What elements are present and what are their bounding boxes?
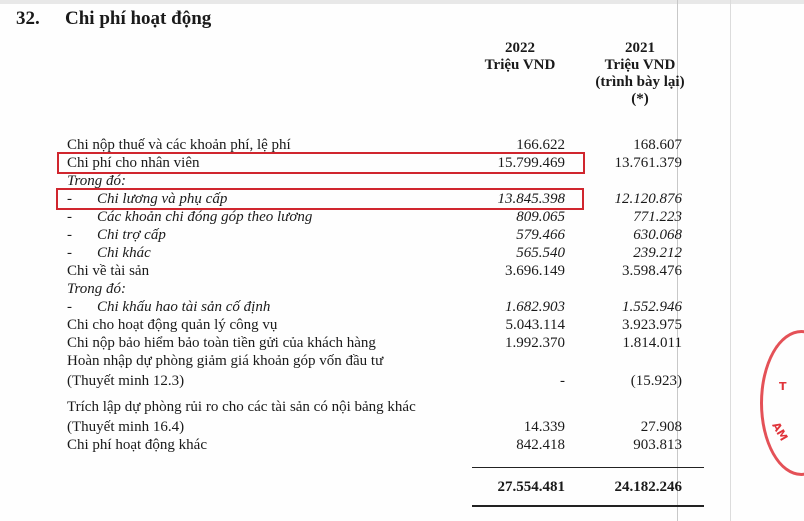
value-2022: - — [560, 373, 565, 389]
row-label: Trích lập dự phòng rủi ro cho các tài sản có nội bảng khác — [67, 399, 416, 415]
row-label: Chi phí hoạt động khác — [67, 437, 207, 453]
value-2021: 630.068 — [633, 227, 682, 243]
stamp-text: T — [779, 380, 787, 393]
row-label: Chi phí cho nhân viên — [67, 155, 200, 171]
row-label: Chi nộp thuế và các khoản phí, lệ phí — [67, 137, 291, 153]
value-2022: 565.540 — [516, 245, 565, 261]
value-2022: 809.065 — [516, 209, 565, 225]
value-2022: 13.845.398 — [497, 191, 565, 207]
value-2022: 579.466 — [516, 227, 565, 243]
value-2021: 27.908 — [640, 419, 682, 435]
stamp-text: AM — [769, 419, 791, 444]
row-label: Chi trợ cấp — [97, 227, 166, 243]
column-note: (trình bày lại) — [595, 74, 685, 90]
value-2021: 12.120.876 — [614, 191, 682, 207]
bullet-dash: - — [67, 245, 72, 261]
value-2021: 1.552.946 — [622, 299, 682, 315]
row-label: (Thuyết minh 12.3) — [67, 373, 185, 389]
row-label: Hoàn nhập dự phòng giảm giá khoản góp vốn đầu tư — [67, 353, 384, 369]
column-year: 2022 — [505, 40, 535, 56]
total-2022: 27.554.481 — [497, 479, 565, 495]
value-2021: (15.923) — [630, 373, 682, 389]
value-2022: 166.622 — [516, 137, 565, 153]
value-2022: 5.043.114 — [505, 317, 565, 333]
row-label: Các khoản chi đóng góp theo lương — [97, 209, 313, 225]
value-2022: 14.339 — [523, 419, 565, 435]
row-label: Chi khấu hao tài sản cố định — [97, 299, 271, 315]
bullet-dash: - — [67, 227, 72, 243]
total-bottom-rule — [472, 505, 704, 507]
column-year: 2021 — [625, 40, 655, 56]
scan-fold-line-2 — [730, 0, 731, 521]
value-2022: 842.418 — [516, 437, 565, 453]
total-2021: 24.182.246 — [614, 479, 682, 495]
value-2021: 771.223 — [633, 209, 682, 225]
highlight-box-staff-cost — [57, 152, 585, 174]
column-footnote: (*) — [631, 91, 649, 107]
value-2021: 168.607 — [633, 137, 682, 153]
row-label: (Thuyết minh 16.4) — [67, 419, 185, 435]
value-2022: 1.682.903 — [505, 299, 565, 315]
bullet-dash: - — [67, 191, 72, 207]
row-label-sub — [67, 226, 447, 244]
stamp-seal — [760, 330, 804, 476]
value-2021: 239.212 — [633, 245, 682, 261]
value-2021: 3.598.476 — [622, 263, 682, 279]
scan-top-edge — [0, 0, 804, 4]
row-label: Trong đó: — [67, 281, 127, 297]
row-label: Trong đó: — [67, 173, 127, 189]
value-2022: 1.992.370 — [505, 335, 565, 351]
value-2021: 903.813 — [633, 437, 682, 453]
section-title: Chi phí hoạt động — [65, 8, 212, 29]
value-2021: 13.761.379 — [614, 155, 682, 171]
bullet-dash: - — [67, 209, 72, 225]
value-2022: 3.696.149 — [505, 263, 565, 279]
highlight-box-salary — [56, 188, 584, 210]
bullet-dash: - — [67, 299, 72, 315]
row-label-sub — [67, 244, 447, 262]
value-2022: 15.799.469 — [497, 155, 565, 171]
value-2021: 3.923.975 — [622, 317, 682, 333]
row-label: Chi về tài sản — [67, 263, 150, 279]
section-number: 32. — [16, 8, 40, 29]
column-header-2021 — [580, 40, 700, 108]
column-unit: Triệu VND — [484, 57, 556, 73]
row-label: Chi cho hoạt động quản lý công vụ — [67, 317, 278, 333]
value-2021: 1.814.011 — [622, 335, 682, 351]
column-header-2022 — [470, 40, 570, 74]
row-label: Chi lương và phụ cấp — [97, 191, 228, 207]
row-label-sub — [67, 298, 447, 316]
row-label: Chi khác — [97, 245, 151, 261]
total-top-rule — [472, 467, 704, 468]
row-label: Chi nộp bảo hiểm bảo toàn tiền gửi của khách hàng — [67, 335, 376, 351]
row-label-sub — [67, 208, 447, 226]
column-unit: Triệu VND — [604, 57, 676, 73]
